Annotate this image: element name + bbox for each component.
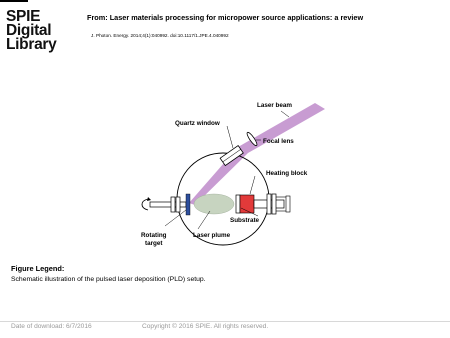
rotation-arrowhead-icon <box>147 197 151 201</box>
label-laser-plume: Laser plume <box>193 232 231 239</box>
top-accent-bar <box>0 0 28 2</box>
substrate <box>236 195 240 213</box>
leader-laser-beam <box>281 111 289 117</box>
label-rotating-target-line2: target <box>145 240 163 247</box>
label-heating-block: Heating block <box>266 170 308 177</box>
label-quartz-window: Quartz window <box>175 120 220 127</box>
laser-beam-shape <box>189 103 325 205</box>
rotating-target <box>186 194 190 215</box>
copyright-notice: Copyright © 2016 SPIE. All rights reserved. <box>142 323 269 330</box>
leader-quartz-window <box>227 126 233 148</box>
laser-plume <box>194 194 234 214</box>
label-substrate: Substrate <box>230 217 260 224</box>
pld-setup-diagram <box>135 98 330 248</box>
label-laser-beam: Laser beam <box>257 102 293 109</box>
left-flange-2 <box>176 197 180 212</box>
article-citation-link[interactable]: J. Photon. Energy. 2014;4(1):040992. doi:10.1117/1.JPE.4.040992 <box>91 33 229 38</box>
figure-legend-text: Schematic illustration of the pulsed laser deposition (PLD) setup. <box>11 276 206 283</box>
right-flange <box>267 194 271 214</box>
right-flange-2 <box>272 194 276 214</box>
logo-line-digital: Digital <box>6 22 52 39</box>
logo-line-library: Library <box>6 36 57 53</box>
right-end-cap <box>286 196 290 212</box>
logo-line-spie: SPIE <box>6 8 41 25</box>
figure-legend-title: Figure Legend: <box>11 264 65 273</box>
target-rod <box>150 202 186 207</box>
download-date: Date of download: 6/7/2016 <box>11 323 92 330</box>
article-source-title: From: Laser materials processing for micropower source applications: a review <box>87 13 364 22</box>
spie-digital-library-logo <box>6 10 56 52</box>
leader-heating-block <box>250 176 255 194</box>
leader-rotating-target <box>165 210 186 226</box>
heating-block <box>240 195 254 213</box>
label-focal-lens: Focal lens <box>263 138 294 145</box>
left-flange <box>171 197 175 212</box>
label-rotating-target-line1: Rotating <box>141 232 167 239</box>
leader-laser-plume <box>198 211 210 229</box>
footer-divider <box>0 321 450 322</box>
